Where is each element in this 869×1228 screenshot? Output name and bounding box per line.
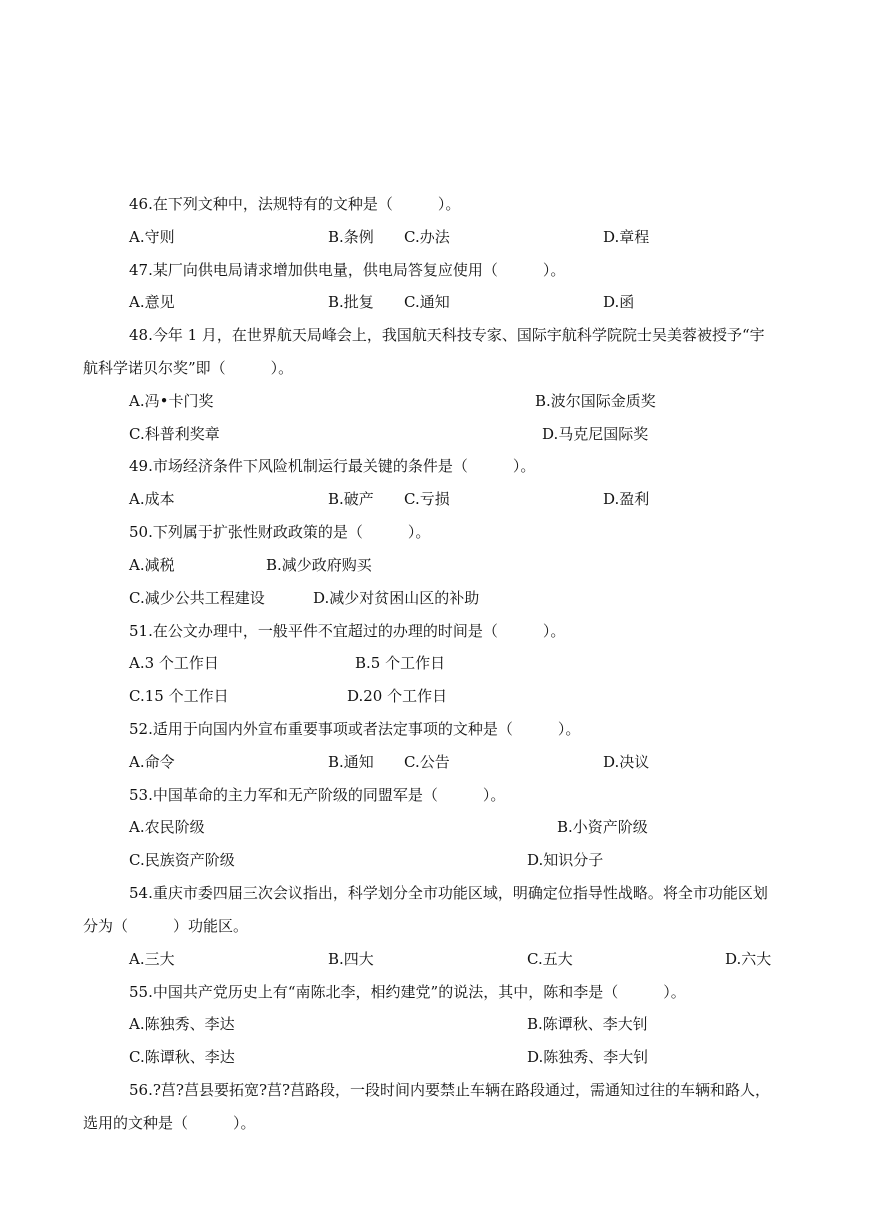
question-54-option-a: A.三大 — [129, 950, 175, 968]
question-50-option-a: A.减税 — [129, 556, 175, 574]
question-47-option-b: B.批复 — [328, 293, 374, 311]
question-46-option-b: B.条例 — [328, 228, 374, 246]
question-48-option-b: B.波尔国际金质奖 — [535, 392, 656, 410]
question-48-option-a: A.冯•卡门奖 — [129, 392, 214, 410]
question-53-option-c: C.民族资产阶级 — [129, 851, 235, 869]
question-48-option-d: D.马克尼国际奖 — [542, 425, 649, 443]
question-55-option-d: D.陈独秀、李大钊 — [527, 1048, 649, 1066]
question-50-stem: 50.下列属于扩张性财政政策的是（ ）。 — [129, 523, 431, 541]
question-53-option-a: A.农民阶级 — [129, 818, 205, 836]
question-47-option-c: C.通知 — [404, 293, 450, 311]
question-54-option-c: C.五大 — [527, 950, 573, 968]
question-50-option-b: B.减少政府购买 — [266, 556, 372, 574]
question-52-stem: 52.适用于向国内外宣布重要事项或者法定事项的文种是（ ）。 — [129, 720, 581, 738]
question-56-stem-line1: 56.?莒?莒县要拓宽?莒?莒路段，一段时间内要禁止车辆在路段通过，需通知过往的车辆和路人， — [129, 1081, 771, 1099]
question-47-option-a: A.意见 — [129, 293, 175, 311]
question-56-stem-line2: 选用的文种是（ ）。 — [83, 1114, 256, 1132]
question-54-option-b: B.四大 — [328, 950, 374, 968]
question-55-option-c: C.陈谭秋、李达 — [129, 1048, 235, 1066]
question-55-option-a: A.陈独秀、李达 — [129, 1015, 235, 1033]
question-46-stem: 46.在下列文种中，法规特有的文种是（ ）。 — [129, 195, 461, 213]
question-51-option-d: D.20 个工作日 — [347, 687, 448, 705]
question-52-option-a: A.命令 — [129, 753, 175, 771]
question-52-option-b: B.通知 — [328, 753, 374, 771]
question-46-option-c: C.办法 — [404, 228, 450, 246]
question-54-stem-line2: 分为（ ）功能区。 — [83, 917, 249, 935]
question-53-option-b: B.小资产阶级 — [557, 818, 648, 836]
question-51-option-b: B.5 个工作日 — [355, 654, 446, 672]
question-49-option-a: A.成本 — [129, 490, 175, 508]
question-46-option-a: A.守则 — [129, 228, 175, 246]
question-52-option-d: D.决议 — [603, 753, 650, 771]
question-53-option-d: D.知识分子 — [527, 851, 604, 869]
question-49-stem: 49.市场经济条件下风险机制运行最关键的条件是（ ）。 — [129, 457, 536, 475]
question-51-stem: 51.在公文办理中，一般平件不宜超过的办理的时间是（ ）。 — [129, 622, 566, 640]
question-50-option-c: C.减少公共工程建设 — [129, 589, 265, 607]
question-49-option-b: B.破产 — [328, 490, 374, 508]
question-54-stem-line1: 54.重庆市委四届三次会议指出，科学划分全市功能区域，明确定位指导性战略。将全市功能区划 — [129, 884, 768, 902]
question-46-option-d: D.章程 — [603, 228, 650, 246]
question-48-stem-line2: 航科学诺贝尔奖”即（ ）。 — [83, 359, 294, 377]
question-49-option-d: D.盈利 — [603, 490, 650, 508]
question-50-option-d: D.减少对贫困山区的补助 — [313, 589, 480, 607]
question-48-stem-line1: 48.今年 1 月，在世界航天局峰会上，我国航天科技专家、国际宇航科学院院士吴美蓉被授予“宇 — [129, 326, 765, 344]
question-55-option-b: B.陈谭秋、李大钊 — [527, 1015, 648, 1033]
question-47-option-d: D.函 — [603, 293, 635, 311]
question-54-option-d: D.六大 — [725, 950, 772, 968]
question-52-option-c: C.公告 — [404, 753, 450, 771]
question-55-stem: 55.中国共产党历史上有“南陈北李，相约建党”的说法，其中，陈和李是（ ）。 — [129, 983, 686, 1001]
question-49-option-c: C.亏损 — [404, 490, 450, 508]
question-53-stem: 53.中国革命的主力军和无产阶级的同盟军是（ ）。 — [129, 786, 506, 804]
question-51-option-c: C.15 个工作日 — [129, 687, 229, 705]
question-47-stem: 47.某厂向供电局请求增加供电量，供电局答复应使用（ ）。 — [129, 261, 566, 279]
question-48-option-c: C.科普利奖章 — [129, 425, 220, 443]
question-51-option-a: A.3 个工作日 — [129, 654, 219, 672]
